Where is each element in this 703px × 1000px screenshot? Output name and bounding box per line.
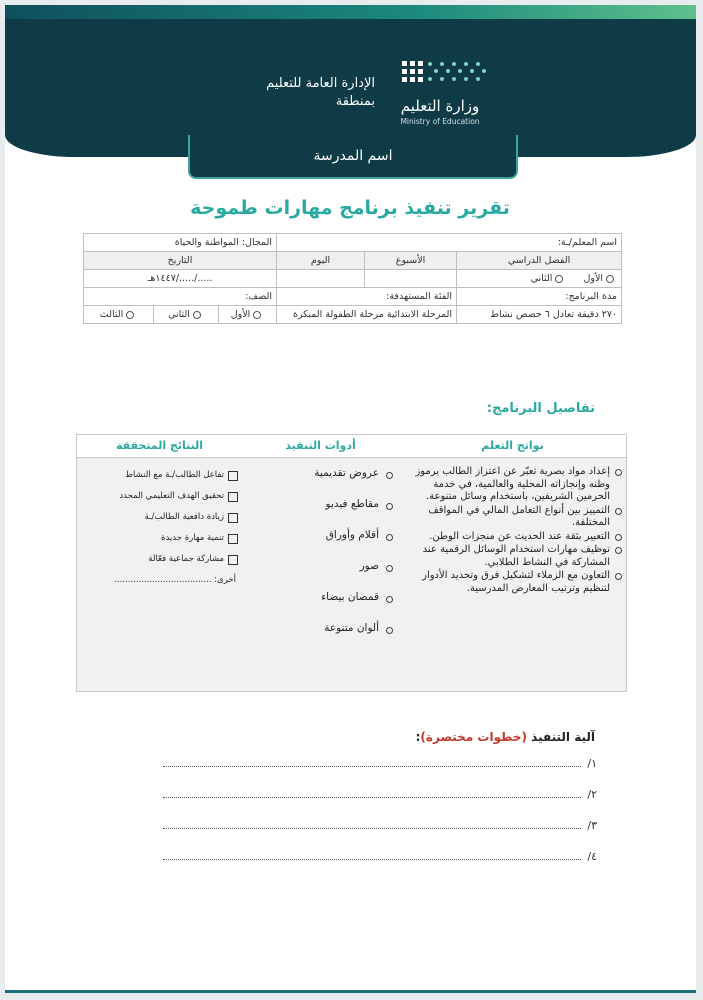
bullet-icon — [615, 508, 622, 515]
date-label-cell: التاريخ — [84, 252, 277, 270]
school-name-tab: اسم المدرسة — [188, 135, 518, 179]
top-gradient-stripe — [5, 5, 696, 19]
teacher-name-cell[interactable]: اسم المعلم/ـة: — [277, 234, 622, 252]
tool-item — [242, 591, 399, 622]
tool-text: ألوان متنوعة — [324, 622, 379, 634]
outcome-text: إعداد مواد بصرية تعبّر عن اعتزاز الطالب برموز وطنه وإنجازاته المحلية والعالمية، في خدمة الحرمين الشريفين، باستخدام وسائل متنوعة. — [415, 466, 610, 502]
day-value-cell[interactable] — [277, 270, 365, 288]
target-label-cell: الفئة المستهدفة: — [277, 288, 457, 306]
result-item[interactable] — [77, 470, 242, 491]
outcome-item — [399, 544, 626, 569]
checkbox-icon[interactable] — [228, 534, 238, 544]
outcome-item — [399, 505, 626, 530]
tool-text: صور — [359, 560, 379, 572]
semester-second-option[interactable] — [531, 273, 567, 284]
result-text: مشاركة جماعية فعّالة — [148, 554, 224, 564]
bullet-icon — [386, 565, 393, 572]
radio-icon — [606, 275, 614, 283]
tool-text: عروض تقديمية — [314, 467, 379, 479]
grade-first-option[interactable] — [219, 306, 277, 324]
target-value-cell: المرحلة الابتدائية مرحلة الطفولة المبكرة — [277, 306, 457, 324]
bullet-icon — [386, 503, 393, 510]
outcomes-header: نواتج التعلم — [399, 435, 626, 458]
bullet-icon — [386, 596, 393, 603]
result-item[interactable] — [77, 512, 242, 533]
tool-item — [242, 622, 399, 653]
admin-line-1: الإدارة العامة للتعليم — [266, 76, 375, 91]
radio-icon — [193, 311, 201, 319]
option-label: الثاني — [530, 273, 553, 284]
tool-item — [242, 529, 399, 560]
grade-label-cell: الصف: — [84, 288, 277, 306]
ministry-name-english: Ministry of Education — [400, 117, 480, 126]
results-header: النتائج المتحققة — [77, 435, 242, 458]
bottom-border-line — [5, 990, 696, 993]
grade-third-option[interactable] — [84, 306, 154, 324]
bullet-icon — [615, 534, 622, 541]
option-label: الأول — [583, 273, 604, 284]
bullet-icon — [615, 469, 622, 476]
outcome-text: التعاون مع الزملاء لتشكيل فرق وتحديد الأدوار لتنظيم وترتيب المعارض المدرسية. — [422, 570, 610, 594]
option-label: الثالث — [99, 309, 124, 320]
bullet-icon — [386, 534, 393, 541]
info-table — [83, 233, 622, 324]
program-details-heading: تفاصيل البرنامج: — [486, 401, 595, 416]
dotted-line — [163, 797, 581, 798]
dotted-line — [163, 828, 581, 829]
ministry-logo-dots-icon — [400, 59, 490, 95]
domain-cell: المجال: المواطنة والحياة — [84, 234, 277, 252]
option-label: الأول — [230, 309, 251, 320]
result-item[interactable] — [77, 533, 242, 554]
checkbox-icon[interactable] — [228, 513, 238, 523]
tool-text: قمصان بيضاء — [321, 591, 379, 603]
step-number: ٤/ — [587, 850, 597, 863]
result-item[interactable] — [77, 554, 242, 575]
dotted-line — [163, 859, 581, 860]
outcome-text: التمييز بين أنواع التعامل المالي في المواقف المختلفة. — [428, 504, 610, 528]
checkbox-icon[interactable] — [228, 555, 238, 565]
tool-text: مقاطع فيديو — [325, 498, 379, 510]
date-value-cell[interactable]: ...../...../١٤٤٧هـ — [84, 270, 277, 288]
checkbox-icon[interactable] — [228, 471, 238, 481]
step-line[interactable] — [155, 819, 597, 833]
week-value-cell[interactable] — [365, 270, 457, 288]
result-text: تحقيق الهدف التعليمي المحدد — [119, 491, 224, 501]
tools-column — [241, 435, 399, 691]
semester-label-cell: الفصل الدراسي — [457, 252, 622, 270]
results-column — [77, 435, 242, 691]
option-label: الثاني — [168, 309, 190, 320]
program-details-table — [76, 434, 627, 692]
bullet-icon — [615, 573, 622, 580]
day-label-cell: اليوم — [277, 252, 365, 270]
dotted-line — [163, 766, 581, 767]
implementation-mechanism-heading — [305, 730, 595, 744]
tool-item — [242, 560, 399, 591]
grade-second-option[interactable] — [154, 306, 219, 324]
radio-icon — [253, 311, 261, 319]
radio-icon — [555, 275, 563, 283]
mechanism-note: (خطوات مختصرة) — [420, 730, 527, 744]
result-item[interactable] — [77, 491, 242, 512]
result-text: تنمية مهارة جديدة — [161, 533, 224, 543]
tool-item — [242, 467, 399, 498]
bullet-icon — [386, 472, 393, 479]
step-line[interactable] — [155, 757, 597, 771]
step-line[interactable] — [155, 788, 597, 802]
semester-first-option[interactable] — [583, 273, 617, 284]
week-label-cell: الأسبوع — [365, 252, 457, 270]
outcome-text: توظيف مهارات استخدام الوسائل الرقمية عند المشاركة في النشاط الطلابي. — [422, 544, 610, 568]
tools-header: أدوات التنفيذ — [242, 435, 399, 458]
mechanism-colon: : — [415, 730, 421, 744]
report-page — [5, 5, 696, 993]
radio-icon — [126, 311, 134, 319]
semester-options-cell — [457, 270, 622, 288]
checkbox-icon[interactable] — [228, 492, 238, 502]
tool-text: أقلام وأوراق — [325, 529, 379, 541]
mechanism-title: آلية التنفيذ — [531, 730, 595, 744]
bullet-icon — [386, 627, 393, 634]
step-number: ٣/ — [587, 819, 597, 832]
other-result[interactable]: أخرى: .................................... — [114, 575, 236, 585]
report-title: تقرير تنفيذ برنامج مهارات طموحة — [190, 197, 510, 219]
tool-item — [242, 498, 399, 529]
outcome-item — [399, 531, 626, 544]
ministry-name-arabic: وزارة التعليم — [400, 97, 480, 115]
outcomes-column — [398, 435, 626, 691]
duration-label-cell: مدة البرنامج: — [457, 288, 622, 306]
bullet-icon — [615, 547, 622, 554]
outcome-item — [399, 570, 626, 595]
admin-line-2: بمنطقة — [335, 94, 375, 109]
result-text: زيادة دافعية الطالب/ـة — [144, 512, 224, 522]
duration-value-cell: ٢٧٠ دقيقة تعادل ٦ حصص نشاط — [457, 306, 622, 324]
result-text: تفاعل الطالب/ـة مع النشاط — [125, 470, 224, 480]
general-administration — [245, 75, 375, 111]
outcome-item — [399, 466, 626, 504]
step-number: ١/ — [587, 757, 597, 770]
step-line[interactable] — [155, 850, 597, 864]
outcome-text: التعبير بثقة عند الحديث عن منجزات الوطن. — [429, 530, 610, 542]
step-number: ٢/ — [587, 788, 597, 801]
